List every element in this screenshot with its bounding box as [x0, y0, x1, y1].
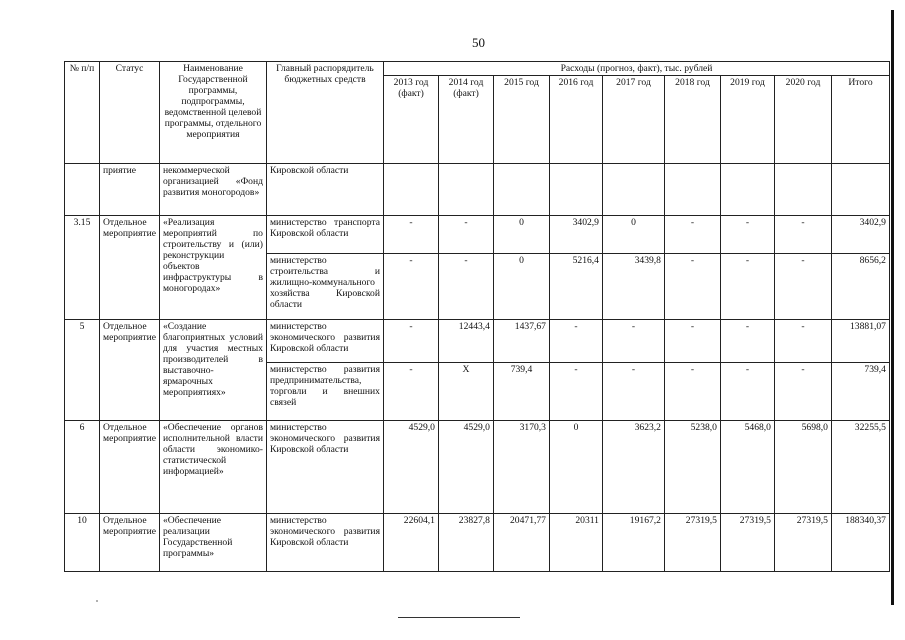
header-year: 2016 год	[549, 76, 602, 164]
cell-value: -	[664, 363, 720, 421]
cell-value: -	[602, 320, 664, 363]
row-name: «Создание благоприятных условий для участия местных производителей в выставочно-ярмарочных мероприятиях»	[159, 320, 266, 421]
cell-value: 5698,0	[774, 421, 831, 514]
cell-value: 27319,5	[664, 514, 720, 572]
cell-value: -	[720, 320, 774, 363]
cell-value: -	[549, 363, 602, 421]
cell-value: 23827,8	[438, 514, 493, 572]
header-year: 2017 год	[602, 76, 664, 164]
header-year: 2018 год	[664, 76, 720, 164]
cell-total: 739,4	[831, 363, 889, 421]
cell-value: 3170,3	[493, 421, 549, 514]
row-admin: министерство экономического развития Кировской области	[266, 514, 383, 572]
cell-value: 3623,2	[602, 421, 664, 514]
header-num: № п/п	[65, 62, 100, 164]
header-status: Статус	[100, 62, 160, 164]
cell-value: 0	[493, 216, 549, 254]
cell-value: -	[720, 254, 774, 320]
cell-value: -	[383, 363, 438, 421]
cell-total: 188340,37	[831, 514, 889, 572]
row-admin: Кировской области	[266, 164, 383, 216]
cell-value: 20311	[549, 514, 602, 572]
row-num: 6	[65, 421, 100, 514]
cell-value: -	[720, 363, 774, 421]
scan-speck	[96, 600, 98, 602]
row-name: «Обеспечение органов исполнительной власти области экономико-статистической информацией»	[159, 421, 266, 514]
row-name: «Реализация мероприятий по строительству и (или) реконструкции объектов инфраструктуры в моногородах»	[159, 216, 266, 320]
header-name: Наименование Государственной программы, подпрограммы, ведомственной целевой программы, отдельного мероприятия	[159, 62, 266, 164]
cell-value: -	[438, 216, 493, 254]
row-status: Отдельное мероприятие	[100, 320, 160, 421]
cell-value: 5238,0	[664, 421, 720, 514]
cell-value: 20471,77	[493, 514, 549, 572]
row-admin: министерство строительства и жилищно-коммунального хозяйства Кировской области	[266, 254, 383, 320]
cell-value: 27319,5	[774, 514, 831, 572]
row-num: 10	[65, 514, 100, 572]
cell-value: 3439,8	[602, 254, 664, 320]
cell-value: 0	[549, 421, 602, 514]
cell-value: -	[438, 254, 493, 320]
cell-value: 5468,0	[720, 421, 774, 514]
row-status: приятие	[100, 164, 160, 216]
cell-total: 13881,07	[831, 320, 889, 363]
row-status: Отдельное мероприятие	[100, 216, 160, 320]
header-year: 2013 год (факт)	[383, 76, 438, 164]
cell-value: 4529,0	[383, 421, 438, 514]
cell-value: -	[774, 363, 831, 421]
cell-value: -	[383, 320, 438, 363]
table-row	[65, 216, 890, 254]
cell-value: 22604,1	[383, 514, 438, 572]
row-admin: министерство развития предпринимательства, торговли и внешних связей	[266, 363, 383, 421]
cell-value: -	[549, 320, 602, 363]
header-year: 2015 год	[493, 76, 549, 164]
cell-value: 4529,0	[438, 421, 493, 514]
cell-value: 3402,9	[549, 216, 602, 254]
cell-value: 27319,5	[720, 514, 774, 572]
cell-value: -	[664, 320, 720, 363]
row-admin: министерство экономического развития Кировской области	[266, 320, 383, 363]
row-num: 5	[65, 320, 100, 421]
row-num: 3.15	[65, 216, 100, 320]
table-row	[65, 514, 890, 572]
row-name: некоммерческой организацией «Фонд развития моногородов»	[159, 164, 266, 216]
cell-total: 32255,5	[831, 421, 889, 514]
cell-value: 5216,4	[549, 254, 602, 320]
scan-edge-bar	[891, 10, 894, 605]
cell-value: -	[383, 254, 438, 320]
cell-value: -	[602, 363, 664, 421]
cell-value: -	[383, 216, 438, 254]
row-name: «Обеспечение реализации Государственной программы»	[159, 514, 266, 572]
header-total: Итого	[831, 76, 889, 164]
row-admin: министерство экономического развития Кировской области	[266, 421, 383, 514]
cell-value: 1437,67	[493, 320, 549, 363]
cell-value: -	[774, 320, 831, 363]
header-year: 2020 год	[774, 76, 831, 164]
cell-value: -	[774, 216, 831, 254]
cell-value: X	[438, 363, 493, 421]
budget-table	[64, 61, 890, 572]
footer-rule	[398, 617, 520, 618]
table-row	[65, 164, 890, 216]
cell-value: 12443,4	[438, 320, 493, 363]
header-year: 2019 год	[720, 76, 774, 164]
cell-total: 8656,2	[831, 254, 889, 320]
cell-value: -	[774, 254, 831, 320]
cell-total: 3402,9	[831, 216, 889, 254]
page-number: 50	[472, 35, 485, 50]
cell-value: 0	[602, 216, 664, 254]
cell-value: 739,4	[493, 363, 549, 421]
cell-value: 19167,2	[602, 514, 664, 572]
row-num	[65, 164, 100, 216]
cell-value: -	[720, 216, 774, 254]
row-admin: министерство транспорта Кировской области	[266, 216, 383, 254]
cell-value: -	[664, 216, 720, 254]
cell-value: -	[664, 254, 720, 320]
header-year: 2014 год (факт)	[438, 76, 493, 164]
header-expenses: Расходы (прогноз, факт), тыс. рублей	[383, 62, 889, 76]
cell-value: 0	[493, 254, 549, 320]
table-row	[65, 421, 890, 514]
row-status: Отдельное мероприятие	[100, 421, 160, 514]
header-admin: Главный распорядитель бюджетных средств	[266, 62, 383, 164]
table-row	[65, 320, 890, 363]
row-status: Отдельное мероприятие	[100, 514, 160, 572]
